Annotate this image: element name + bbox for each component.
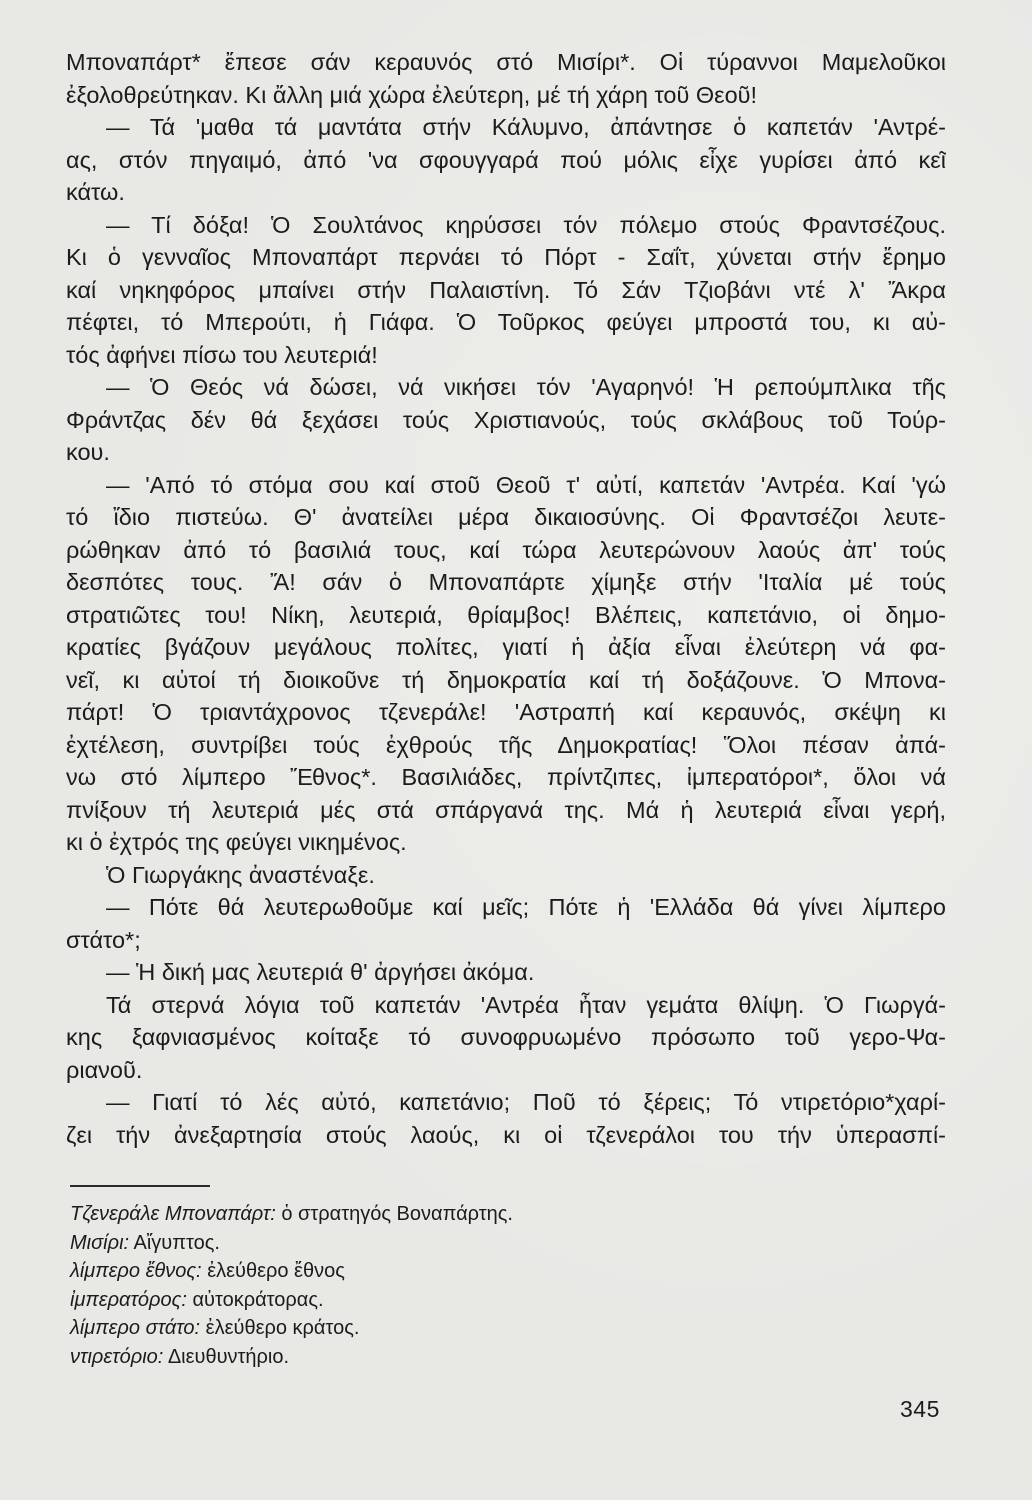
text-line: ριανοῦ. <box>66 1056 143 1083</box>
text-line: ας, στόν πηγαιμό, ἀπό 'να σφουγγαρά πού μόλις εἶχε γυρίσει ἀπό κεῖ <box>66 146 946 173</box>
text-line: νω στό λίμπερο Ἔθνος*. Βασιλιάδες, πρίντζιπες, ἰμπερατόροι*, ὅλοι νά <box>66 764 946 790</box>
text-line: τός ἀφήνει πίσω του λευτεριά! <box>66 341 378 368</box>
footnote-definition: ἐλεύθερο ἔθνος <box>207 1260 345 1283</box>
text-line: — 'Από τό στόμα σου καί στοῦ Θεοῦ τ' αὐτί, καπετάν 'Αντρέα. Καί 'γώ <box>106 471 946 498</box>
footnote-separator <box>70 1185 210 1187</box>
text-line: ζει τήν ἀνεξαρτησία στούς λαούς, κι οἱ τζενεράλοι του τήν ὑπερασπί- <box>66 1121 946 1148</box>
footnote <box>70 1286 770 1315</box>
text-line: — Τί δόξα! Ὁ Σουλτάνος κηρύσσει τόν πόλεμο στούς Φραντσέζους. <box>106 211 946 238</box>
text-line: κου. <box>66 439 110 465</box>
text-line: Μποναπάρτ* ἔπεσε σάν κεραυνός στό Μισίρι*. Οἱ τύραννοι Μαμελοῦκοι <box>66 49 946 75</box>
text-line: καί νηκηφόρος μπαίνει στήν Παλαιστίνη. Τό Σάν Τζιοβάνι ντέ λ' Ἄκρα <box>66 276 946 303</box>
text-line: στρατιῶτες του! Νίκη, λευτεριά, θρίαμβος! Βλέπεις, καπετάνιο, οἱ δημο- <box>66 601 946 628</box>
text-line: δεσπότες τους. Ἄ! σάν ὁ Μποναπάρτε χίμηξε στήν 'Ιταλία μέ τούς <box>66 569 946 595</box>
text-line: τό ἴδιο πιστεύω. Θ' ἀνατείλει μέρα δικαιοσύνης. Οἱ Φραντσέζοι λευτε- <box>66 504 946 530</box>
footnote <box>70 1200 770 1229</box>
text-line: κης ξαφνιασμένος κοίταξε τό συνοφρυωμένο πρόσωπο τοῦ γερο-Ψα- <box>66 1024 946 1050</box>
footnote <box>70 1343 770 1372</box>
footnote <box>70 1257 770 1286</box>
text-line: Τά στερνά λόγια τοῦ καπετάν 'Αντρέα ἦταν γεμάτα θλίψη. Ὁ Γιωργά- <box>106 991 946 1018</box>
footnote-term: ἰμπερατόρος: <box>70 1288 187 1311</box>
text-line: ἐχτέλεση, συντρίβει τούς ἐχθρούς τῆς Δημοκρατίας! Ὅλοι πέσαν ἀπά- <box>66 731 946 758</box>
footnote-definition: Διευθυντήριο. <box>167 1345 290 1368</box>
text-line: κάτω. <box>66 179 125 205</box>
text-line: πνίξουν τή λευτεριά μές στά σπάργανά της. Μά ἡ λευτεριά εἶναι γερή, <box>66 796 946 823</box>
footnote-term: ντιρετόριο: <box>70 1345 164 1368</box>
footnotes <box>70 1200 770 1372</box>
footnote-definition: Αἴγυπτος. <box>133 1231 220 1254</box>
text-line: κι ὁ ἐχτρός της φεύγει νικημένος. <box>66 829 407 855</box>
text-line: — Ἡ δική μας λευτεριά θ' ἀργήσει ἀκόμα. <box>106 959 535 985</box>
footnote-term: λίμπερο στάτο: <box>70 1317 201 1340</box>
text-line: — Ὁ Θεός νά δώσει, νά νικήσει τόν 'Αγαρηνό! Ἡ ρεπούμπλικα τῆς <box>106 374 946 400</box>
footnote-definition: αὐτοκράτορας. <box>192 1288 324 1311</box>
text-line: πέφτει, τό Μπερούτι, ἡ Γιάφα. Ὁ Τοῦρκος φεύγει μπροστά του, κι αὐ- <box>66 309 946 335</box>
page-number: 345 <box>900 1396 940 1422</box>
text-line: ρώθηκαν ἀπό τό βασιλιά τους, καί τώρα λευτερώνουν λαούς ἀπ' τούς <box>66 536 946 563</box>
footnote-definition: ἐλεύθερο κράτος. <box>205 1317 360 1340</box>
text-line: Φράντζας δέν θά ξεχάσει τούς Χριστιανούς, τούς σκλάβους τοῦ Τούρ- <box>66 406 946 433</box>
text-line: πάρτ! Ὁ τριαντάχρονος τζενεράλε! 'Αστραπή καί κεραυνός, σκέψη κι <box>66 699 946 725</box>
footnote-term: Τζενεράλε Μποναπάρτ: <box>70 1203 276 1225</box>
text-line: Ὁ Γιωργάκης ἀναστέναξε. <box>106 861 375 888</box>
text-line: — Γιατί τό λές αὐτό, καπετάνιο; Ποῦ τό ξέρεις; Τό ντιρετόριο*χαρί- <box>106 1089 946 1115</box>
footnote-term: Μισίρι: <box>70 1231 130 1254</box>
footnote-definition: ὁ στρατηγός Βοναπάρτης. <box>281 1203 513 1225</box>
text-line: — Τά 'μαθα τά μαντάτα στήν Κάλυμνο, ἀπάντησε ὁ καπετάν 'Αντρέ- <box>106 114 946 140</box>
footnote <box>70 1229 770 1258</box>
text-line: νεῖ, κι αὐτοί τή διοικοῦνε τή δημοκρατία καί τή δοξάζουνε. Ὁ Μπονα- <box>66 666 946 693</box>
text-line: κρατίες βγάζουν μεγάλους πολίτες, γιατί ἡ ἀξία εἶναι ἐλεύτερη νά φα- <box>66 634 946 660</box>
text-line: Κι ὁ γενναῖος Μποναπάρτ περνάει τό Πόρτ - Σαΐτ, χύνεται στήν ἔρημο <box>66 244 946 270</box>
text-line: ἐξολοθρεύτηκαν. Κι ἄλλη μιά χώρα ἐλεύτερη, μέ τή χάρη τοῦ Θεοῦ! <box>66 81 758 108</box>
text-line: — Πότε θά λευτερωθοῦμε καί μεῖς; Πότε ἡ 'Ελλάδα θά γίνει λίμπερο <box>106 894 946 920</box>
footnote <box>70 1314 770 1343</box>
text-line: στάτο*; <box>66 926 141 953</box>
footnote-term: λίμπερο ἔθνος: <box>70 1260 202 1283</box>
body-text <box>66 46 946 1151</box>
